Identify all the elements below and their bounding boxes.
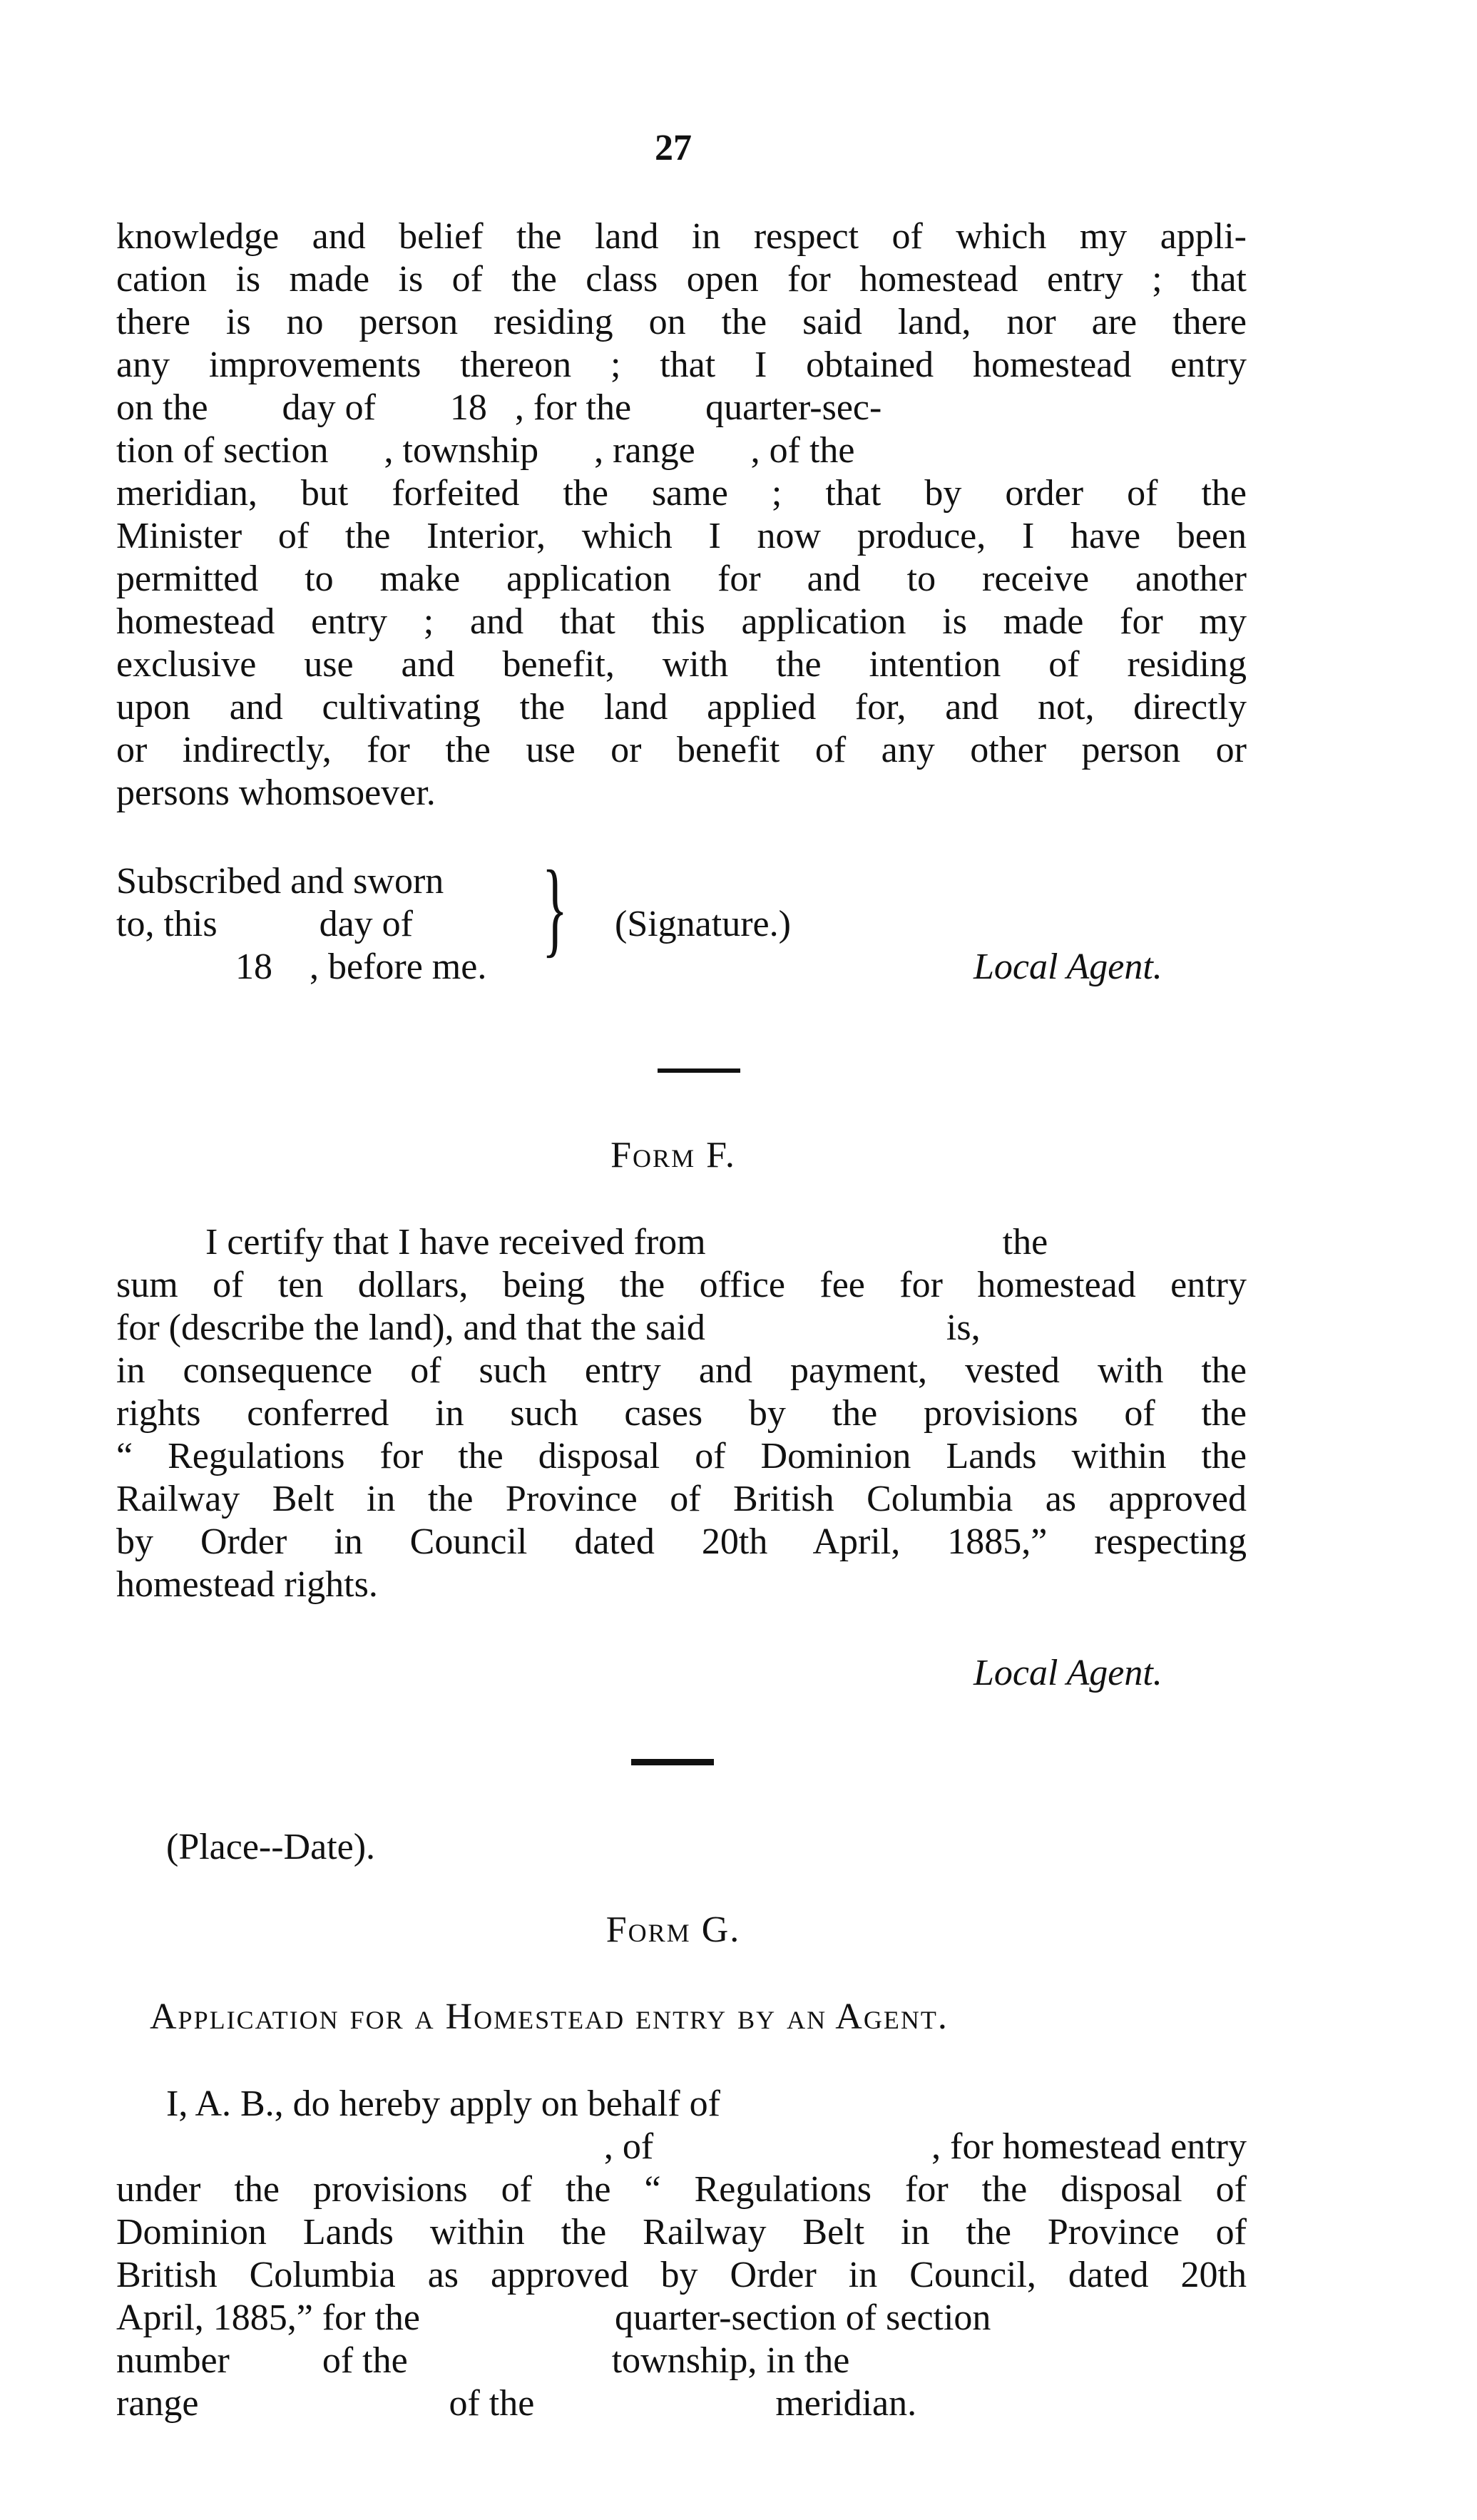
place-date-label: (Place--Date). (166, 1827, 376, 1867)
body-line: Railway Belt in the Province of British Columbia as approved (116, 1479, 1247, 1519)
body-line: under the provisions of the “ Regulations for the disposal of (116, 2169, 1247, 2210)
body-line: for (describe the land), and that the said is, (116, 1307, 981, 1348)
body-line: or indirectly, for the use or benefit of any other person or (116, 730, 1247, 770)
body-line: by Order in Council dated 20th April, 1885,” respecting (116, 1521, 1247, 1562)
form-g-heading: Application for a Homestead entry by an Agent. (150, 1996, 949, 2037)
brace-glyph: } (542, 849, 568, 967)
body-line: range of the meridian. (116, 2383, 917, 2424)
body-line: persons whomsoever. (116, 772, 436, 813)
section-divider (631, 1759, 714, 1765)
body-line: “ Regulations for the disposal of Dominion Lands within the (116, 1436, 1247, 1476)
body-line: April, 1885,” for the quarter-section of section (116, 2297, 991, 2338)
body-line: tion of section , township , range , of the (116, 430, 855, 471)
jurat-line: 18 , before me. (235, 947, 487, 987)
body-line: on the day of 18 , for the quarter-sec- (116, 387, 882, 428)
page-number: 27 (655, 128, 692, 168)
form-g-title: Form G. (605, 1909, 741, 1950)
body-line: Dominion Lands within the Railway Belt in the Province of (116, 2212, 1247, 2253)
body-line: exclusive use and benefit, with the intention of residing (116, 644, 1247, 685)
body-line: sum of ten dollars, being the office fee for homestead entry (116, 1265, 1247, 1305)
form-f-title: Form F. (610, 1135, 736, 1175)
signature-label: (Signature.) (615, 904, 791, 944)
body-line: there is no person residing on the said land, nor are there (116, 302, 1247, 342)
body-line: knowledge and belief the land in respect of which my appli- (116, 216, 1247, 257)
body-line: Minister of the Interior, which I now produce, I have been (116, 516, 1247, 556)
body-line: I certify that I have received from the (205, 1222, 1048, 1262)
body-line: rights conferred in such cases by the provisions of the (116, 1393, 1247, 1434)
local-agent-label: Local Agent. (973, 1653, 1162, 1693)
jurat-line: Subscribed and sworn (116, 861, 444, 902)
body-line: , of , for homestead entry (603, 2126, 1247, 2167)
body-line: I, A. B., do hereby apply on behalf of (166, 2083, 720, 2124)
body-line: number of the township, in the (116, 2340, 850, 2381)
body-line: permitted to make application for and to receive another (116, 558, 1247, 599)
jurat-line: to, this day of (116, 904, 413, 944)
body-line: in consequence of such entry and payment, vested with the (116, 1350, 1247, 1391)
local-agent-label: Local Agent. (973, 947, 1162, 987)
body-line: homestead rights. (116, 1564, 378, 1605)
body-line: upon and cultivating the land applied for, and not, directly (116, 687, 1247, 728)
section-divider (658, 1068, 740, 1073)
body-line: homestead entry ; and that this application is made for my (116, 601, 1247, 642)
body-line: cation is made is of the class open for homestead entry ; that (116, 259, 1247, 300)
body-line: meridian, but forfeited the same ; that by order of the (116, 473, 1247, 514)
body-line: any improvements thereon ; that I obtained homestead entry (116, 345, 1247, 385)
body-line: British Columbia as approved by Order in Council, dated 20th (116, 2255, 1247, 2295)
